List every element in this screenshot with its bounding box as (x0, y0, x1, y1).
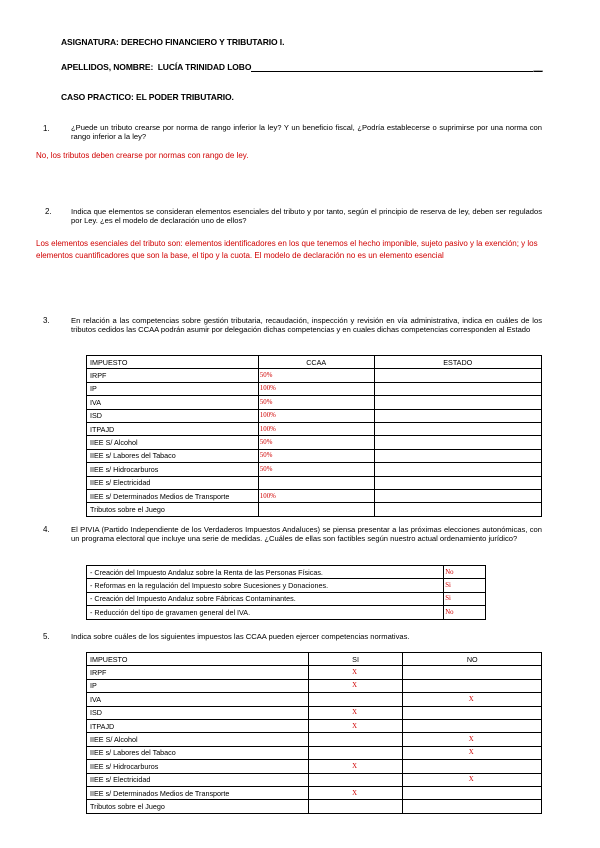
q3-table (86, 355, 542, 517)
measure-answer: No (444, 566, 486, 579)
measure-answer: Si (444, 579, 486, 592)
subject-line: ASIGNATURA: DERECHO FINANCIERO Y TRIBUTARIO I. (61, 37, 285, 47)
estado-value (374, 396, 541, 409)
q4-number: 4. (43, 525, 50, 534)
header-ccaa: CCAA (258, 356, 374, 369)
q2-number: 2. (45, 207, 52, 216)
tax-name: IP (87, 679, 309, 692)
si-mark: X (308, 679, 403, 692)
no-mark (403, 679, 542, 692)
table-header-row (87, 653, 542, 666)
estado-value (374, 422, 541, 435)
estado-value (374, 436, 541, 449)
table-row (87, 422, 542, 435)
estado-value (374, 463, 541, 476)
q5-number: 5. (43, 632, 50, 641)
header-no: NO (403, 653, 542, 666)
ccaa-value: 100% (258, 409, 374, 422)
tax-name: IIEE s/ Electricidad (87, 476, 259, 489)
si-mark (308, 800, 403, 813)
case-title: CASO PRACTICO: EL PODER TRIBUTARIO. (61, 92, 234, 102)
no-mark (403, 666, 542, 679)
tax-name: IRPF (87, 369, 259, 382)
table-row (87, 489, 542, 502)
measure-answer: Si (444, 592, 486, 605)
tax-name: IP (87, 382, 259, 395)
measure-text: - Creación del Impuesto Andaluz sobre la Renta de las Personas Físicas. (87, 566, 444, 579)
table-header-row (87, 356, 542, 369)
q5-text: Indica sobre cuáles de los siguientes impuestos las CCAA pueden ejercer competencias normativas. (71, 632, 410, 641)
no-mark (403, 719, 542, 732)
tax-name: Tributos sobre el Juego (87, 503, 259, 516)
table-row (87, 369, 542, 382)
name-tail: __ (533, 62, 543, 72)
q2-text: Indica que elementos se consideran elementos esenciales del tributo y por tanto, según el principio de reserva de ley, deben ser regulados por Ley. ¿es el modelo de declaración uno de ellos? (71, 207, 542, 226)
name-value: LUCÍA TRINIDAD LOBO (157, 62, 252, 72)
tax-name: IIEE s/ Hidrocarburos (87, 463, 259, 476)
measure-text: - Creación del Impuesto Andaluz sobre Fábricas Contaminantes. (87, 592, 444, 605)
header-impuesto: IMPUESTO (87, 356, 259, 369)
no-mark (403, 706, 542, 719)
name-label: APELLIDOS, NOMBRE: (61, 62, 154, 72)
table-row (87, 503, 542, 516)
table-row (87, 706, 542, 719)
table-row (87, 746, 542, 759)
ccaa-value: 50% (258, 369, 374, 382)
table-row (87, 463, 542, 476)
q3-number: 3. (43, 316, 50, 325)
ccaa-value: 50% (258, 449, 374, 462)
tax-name: IVA (87, 396, 259, 409)
si-mark (308, 733, 403, 746)
si-mark: X (308, 666, 403, 679)
q2-answer: Los elementos esenciales del tributo son: elementos identificadores en los que tenemos el hecho imponible, sujeto pasivo y la exención; y los elementos cuantificadores que son la base, el tipo y la cuota. El modelo de declaración no es un elemento esencial (36, 239, 538, 260)
tax-name: IRPF (87, 666, 309, 679)
q3-text: En relación a las competencias sobre gestión tributaria, recaudación, inspección y revisión en vía administrativa, indica en cuáles de los tributos cedidos las CCAA podrán asumir por delegación dichas competencias y en cuales dichas competencias corresponden al Estado (71, 316, 542, 335)
si-mark: X (308, 719, 403, 732)
name-underline (251, 62, 533, 72)
table-row (87, 579, 486, 592)
tax-name: IIEE S/ Alcohol (87, 733, 309, 746)
table-row (87, 409, 542, 422)
si-mark: X (308, 786, 403, 799)
tax-name: ITPAJD (87, 422, 259, 435)
si-mark (308, 693, 403, 706)
table-row (87, 476, 542, 489)
tax-name: ISD (87, 706, 309, 719)
q1-answer: No, los tributos deben crearse por normas con rango de ley. (36, 151, 249, 160)
ccaa-value (258, 503, 374, 516)
estado-value (374, 382, 541, 395)
table-row (87, 760, 542, 773)
table-row (87, 693, 542, 706)
tax-name: IIEE S/ Alcohol (87, 436, 259, 449)
header-estado: ESTADO (374, 356, 541, 369)
ccaa-value (258, 476, 374, 489)
table-row (87, 382, 542, 395)
tax-name: Tributos sobre el Juego (87, 800, 309, 813)
estado-value (374, 489, 541, 502)
q1-text: ¿Puede un tributo crearse por norma de rango inferior la ley? Y un beneficio fiscal, ¿Podría establecerse o suprimirse por una norma con rango inferior a la ley? (71, 123, 542, 142)
estado-value (374, 449, 541, 462)
q4-text: El PIVIA (Partido Independiente de los Verdaderos Impuestos Andaluces) se piensa presentar a las próximas elecciones autonómicas, con un programa electoral que incluye una serie de medidas. ¿Cuáles de ellas son factibles según nuestro actual ordenamiento jurídico? (71, 525, 542, 544)
no-mark (403, 800, 542, 813)
estado-value (374, 369, 541, 382)
estado-value (374, 503, 541, 516)
table-row (87, 800, 542, 813)
estado-value (374, 476, 541, 489)
si-mark: X (308, 706, 403, 719)
tax-name: ISD (87, 409, 259, 422)
tax-name: IIEE s/ Hidrocarburos (87, 760, 309, 773)
tax-name: IIEE s/ Labores del Tabaco (87, 746, 309, 759)
name-line (61, 62, 543, 72)
tax-name: IVA (87, 693, 309, 706)
tax-name: ITPAJD (87, 719, 309, 732)
estado-value (374, 409, 541, 422)
ccaa-value: 50% (258, 463, 374, 476)
table-row (87, 396, 542, 409)
ccaa-value: 50% (258, 436, 374, 449)
ccaa-value: 100% (258, 489, 374, 502)
table-row (87, 592, 486, 605)
no-mark: X (403, 773, 542, 786)
table-row (87, 436, 542, 449)
no-mark (403, 760, 542, 773)
table-row (87, 679, 542, 692)
header-si: SI (308, 653, 403, 666)
tax-name: IIEE s/ Electricidad (87, 773, 309, 786)
table-row (87, 606, 486, 619)
measure-text: - Reformas en la regulación del Impuesto sobre Sucesiones y Donaciones. (87, 579, 444, 592)
ccaa-value: 100% (258, 422, 374, 435)
measure-text: - Reducción del tipo de gravamen general del IVA. (87, 606, 444, 619)
table-row (87, 786, 542, 799)
header-impuesto: IMPUESTO (87, 653, 309, 666)
no-mark (403, 786, 542, 799)
tax-name: IIEE s/ Determinados Medios de Transporte (87, 786, 309, 799)
table-row (87, 449, 542, 462)
q4-table (86, 565, 486, 620)
ccaa-value: 100% (258, 382, 374, 395)
ccaa-value: 50% (258, 396, 374, 409)
table-row (87, 733, 542, 746)
no-mark: X (403, 746, 542, 759)
measure-answer: No (444, 606, 486, 619)
si-mark (308, 773, 403, 786)
si-mark: X (308, 760, 403, 773)
table-row (87, 666, 542, 679)
q5-table (86, 652, 542, 814)
table-row (87, 566, 486, 579)
q1-number: 1. (43, 124, 50, 133)
tax-name: IIEE s/ Labores del Tabaco (87, 449, 259, 462)
no-mark: X (403, 733, 542, 746)
tax-name: IIEE s/ Determinados Medios de Transporte (87, 489, 259, 502)
table-row (87, 773, 542, 786)
no-mark: X (403, 693, 542, 706)
si-mark (308, 746, 403, 759)
table-row (87, 719, 542, 732)
